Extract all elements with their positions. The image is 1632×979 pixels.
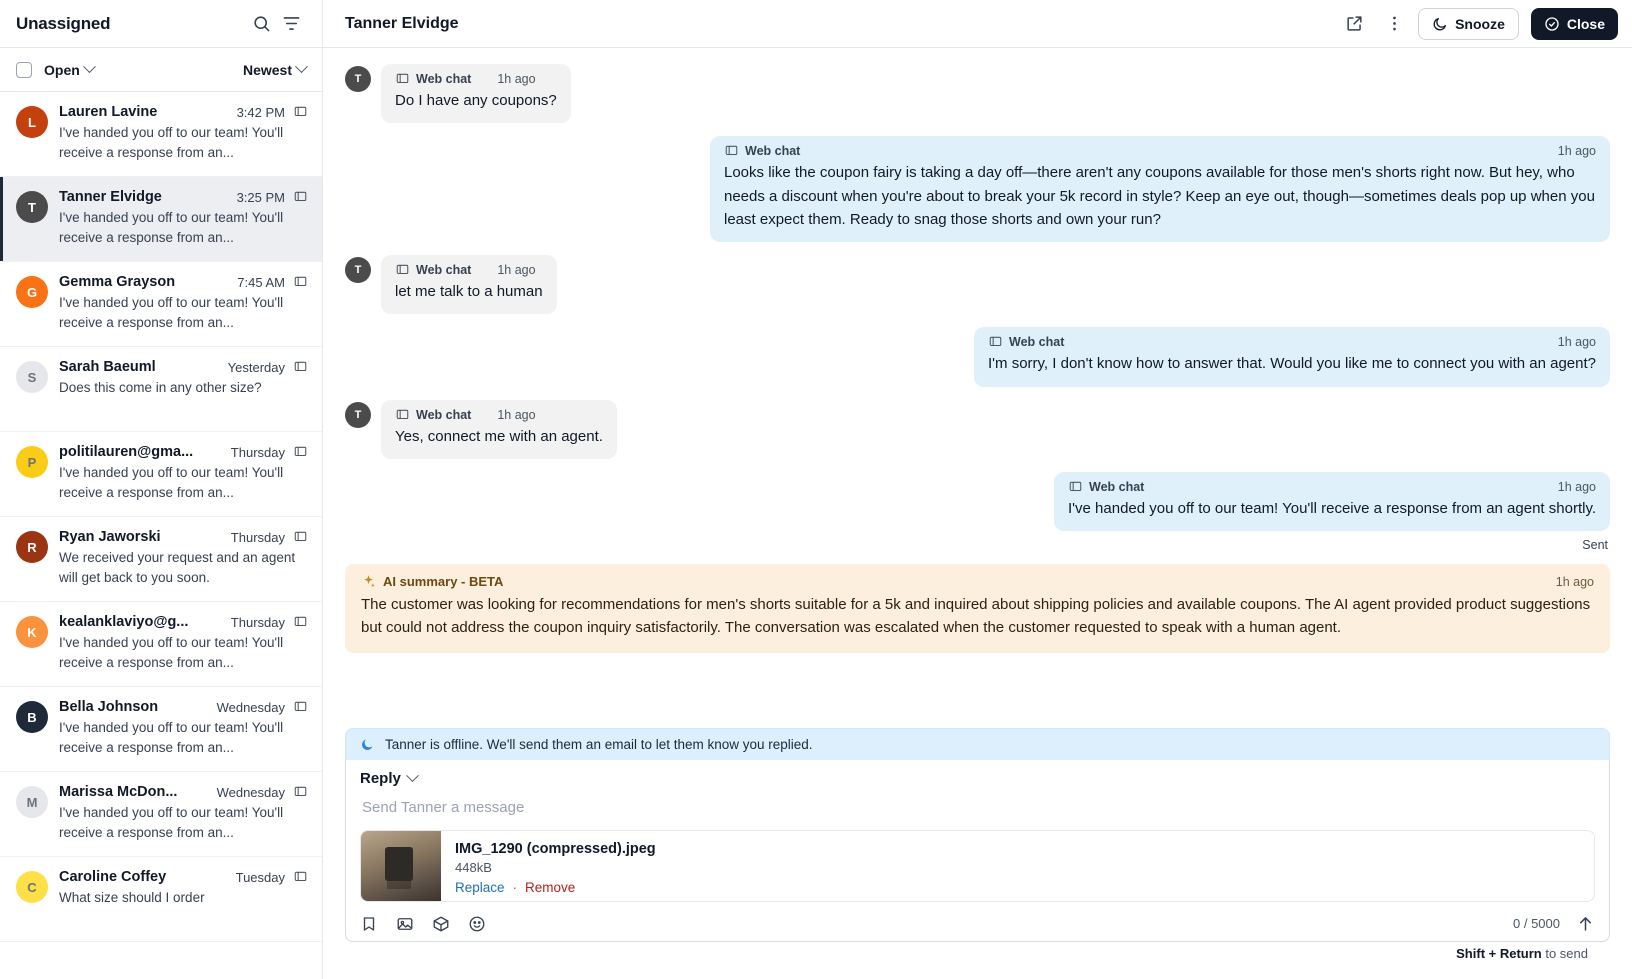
close-button[interactable] [1531,8,1618,40]
character-count: 0 / 5000 [1513,916,1560,931]
message-channel-label: Web chat [416,407,472,422]
conversation-list[interactable] [0,92,322,979]
message-row [345,136,1610,242]
message-text: I'm sorry, I don't know how to answer that. Would you like me to connect you with an agent? [988,355,1596,373]
message-channel [395,408,471,422]
conversation-name: Lauren Lavine [59,104,158,120]
conversation-list-item[interactable] [0,347,322,432]
ai-summary-header [361,574,1594,589]
avatar: T [16,191,48,223]
conversation-list-item[interactable] [0,857,322,942]
conversation-time: Thursday [230,614,285,630]
web-chat-icon [293,785,308,799]
conversation-body [59,869,308,929]
message-bubble [710,136,1610,242]
message-channel-label: Web chat [745,144,801,159]
web-chat-icon [293,360,308,374]
message-channel [395,263,471,277]
message-row [345,327,1610,386]
conversation-top [59,869,308,885]
status-filter-label: Open [44,61,80,78]
message-channel [1068,480,1144,494]
conversation-body [59,189,308,249]
conversation-name: Sarah Baeuml [59,359,156,375]
snooze-label: Snooze [1455,15,1505,32]
message-row [345,400,1610,459]
message-time: 1h ago [1557,144,1596,159]
sparkle-icon [361,574,376,589]
conversation-header [323,0,1632,48]
message-text: Looks like the coupon fairy is taking a day off—there aren't any coupons available for those men's shorts right now. But hey, who needs a discount when you're about to break your 5k record in style? Keep an eye out, though—sometimes deals pop up when you least expect them. Ready to snag those shorts and own your run? [724,164,1595,228]
conversation-preview: I've handed you off to our team! You'll receive a response from an... [59,210,284,245]
web-chat-icon [293,870,308,884]
composer-toolbar-right [1513,914,1595,933]
conversation-body [59,104,308,164]
attachment-filename: IMG_1290 (compressed).jpeg [455,841,656,857]
conversation-preview: I've handed you off to our team! You'll receive a response from an... [59,295,284,330]
conversation-name: Gemma Grayson [59,274,176,290]
open-external-icon[interactable] [1338,8,1370,40]
conversation-time: Thursday [230,444,285,460]
conversation-time: Wednesday [216,784,285,800]
conversation-body [59,444,308,504]
send-hint [345,942,1610,973]
check-circle-icon [1544,16,1560,32]
conversation-preview: I've handed you off to our team! You'll receive a response from an... [59,720,284,755]
composer-area [323,728,1632,979]
conversation-list-item[interactable] [0,687,322,772]
conversation-list-item[interactable] [0,772,322,857]
bookmark-icon[interactable] [360,915,378,933]
message-channel-label: Web chat [1009,335,1065,350]
conversation-body [59,784,308,844]
message-composer [345,760,1610,942]
conversation-time: Tuesday [235,869,285,885]
avatar: T [345,257,371,283]
conversation-name: Tanner Elvidge [59,189,162,205]
web-chat-icon [988,335,1003,349]
message-thread [323,48,1632,728]
remove-attachment-link[interactable]: Remove [525,880,576,895]
conversation-name: kealanklaviyo@g... [59,614,189,630]
conversation-top [59,784,308,800]
message-meta [395,408,603,422]
conversation-top [59,614,308,630]
conversation-body [59,274,308,334]
web-chat-icon [293,445,308,459]
replace-attachment-link[interactable]: Replace [455,880,505,895]
search-icon[interactable] [246,9,276,39]
message-meta [1068,480,1596,494]
sort-filter-label: Newest [242,61,292,78]
message-meta [395,263,543,277]
message-time: 1h ago [497,72,536,86]
conversation-preview: I've handed you off to our team! You'll receive a response from an... [59,125,284,160]
message-bubble [974,327,1610,386]
message-text: let me talk to a human [395,283,543,300]
web-chat-icon [293,105,308,119]
avatar: P [16,446,48,478]
conversation-list-item[interactable] [0,92,322,177]
reply-type-label: Reply [360,770,401,787]
sidebar-header [0,0,322,48]
conversation-time: 7:45 AM [237,274,285,290]
message-time: 1h ago [497,263,536,277]
sort-filter-dropdown[interactable] [243,62,306,78]
page-title: Tanner Elvidge [345,14,459,32]
conversation-list-item[interactable] [0,517,322,602]
emoji-icon[interactable] [468,915,486,933]
message-channel [724,144,800,158]
conversation-body [59,614,308,674]
web-chat-icon [293,190,308,204]
web-chat-icon [293,700,308,714]
conversation-list-item[interactable] [0,602,322,687]
chevron-down-icon [406,769,419,782]
avatar: K [16,616,48,648]
message-meta [988,335,1596,349]
conversation-name: Caroline Coffey [59,869,167,885]
conversation-top [59,444,308,460]
web-chat-icon [395,263,410,277]
attachment-actions [455,880,656,895]
message-bubble [381,64,571,123]
conversation-top [59,699,308,715]
message-text: I've handed you off to our team! You'll receive a response from an agent shortly. [1068,499,1596,517]
message-row [345,472,1610,531]
ai-summary-label: AI summary - BETA [383,574,504,589]
conversation-top [59,104,308,120]
message-text: Yes, connect me with an agent. [395,427,603,445]
conversation-time: Thursday [230,529,285,545]
avatar: L [16,106,48,138]
message-text: Do I have any coupons? [395,92,557,109]
conversation-name: politilauren@gma... [59,444,194,460]
avatar: C [16,871,48,903]
web-chat-icon [293,530,308,544]
attachment-thumbnail [361,831,441,901]
web-chat-icon [1068,480,1083,494]
offline-notice-text: Tanner is offline. We'll send them an email to let them know you replied. [385,737,813,752]
close-label: Close [1566,15,1605,32]
ai-summary-card [345,564,1610,653]
conversation-name: Ryan Jaworski [59,529,161,545]
avatar: T [345,66,371,92]
conversation-top [59,529,308,545]
web-chat-icon [293,275,308,289]
message-time: 1h ago [497,407,536,422]
ai-summary-time: 1h ago [1555,574,1594,589]
conversation-body [59,359,308,419]
conversation-time: Yesterday [227,359,285,375]
message-row [345,64,1610,123]
conversation-list-item[interactable] [0,432,322,517]
composer-toolbar [360,910,1595,933]
message-input[interactable]: Send Tanner a message [362,799,525,816]
web-chat-icon [293,615,308,629]
reply-type-dropdown[interactable] [360,770,1595,787]
avatar: T [345,402,371,428]
avatar: S [16,361,48,393]
send-arrow-icon[interactable] [1576,914,1595,933]
conversation-preview: I've handed you off to our team! You'll receive a response from an... [59,465,284,500]
message-channel-label: Web chat [416,72,472,86]
chevron-down-icon [295,60,308,73]
box-icon[interactable] [432,915,450,933]
web-chat-icon [395,72,410,86]
filter-icon[interactable] [276,9,306,39]
sidebar-filters [0,48,322,92]
conversation-panel [323,0,1632,979]
moon-icon [1432,16,1448,32]
conversation-preview: I've handed you off to our team! You'll receive a response from an... [59,635,284,670]
conversation-time: 3:42 PM [236,104,285,120]
conversation-preview: I've handed you off to our team! You'll receive a response from an... [59,805,284,840]
attachment-meta [455,831,656,901]
select-all-checkbox[interactable] [16,62,32,78]
web-chat-icon [724,144,739,158]
message-time: 1h ago [1557,479,1596,494]
conversation-preview: We received your request and an agent will get back to you soon. [59,550,296,585]
moon-icon [360,737,375,752]
attachment-size: 448kB [455,860,492,875]
conversation-sidebar [0,0,323,979]
conversation-top [59,274,308,290]
avatar: G [16,276,48,308]
conversation-body [59,529,308,589]
message-channel-label: Web chat [1089,479,1145,494]
action-separator: · [512,880,518,895]
avatar: M [16,786,48,818]
conversation-preview: Does this come in any other size? [59,380,262,395]
avatar: R [16,531,48,563]
send-hint-shortcut: Shift + Return [1456,946,1542,961]
message-channel-label: Web chat [416,263,472,277]
message-meta [395,72,557,86]
message-row [345,255,1610,314]
conversation-list-item[interactable] [0,262,322,347]
conversation-time: 3:25 PM [236,189,285,205]
send-hint-text: to send [1541,946,1588,961]
conversation-preview: What size should I order [59,890,205,905]
conversation-body [59,699,308,759]
message-bubble [381,255,557,314]
message-meta [724,144,1596,158]
conversation-name: Bella Johnson [59,699,159,715]
snooze-button[interactable] [1418,8,1519,40]
avatar: B [16,701,48,733]
chevron-down-icon [83,60,96,73]
status-filter-dropdown[interactable] [44,62,94,78]
offline-notice [345,728,1610,760]
conversation-top [59,359,308,375]
more-vertical-icon[interactable] [1378,8,1410,40]
message-channel [395,72,471,86]
conversation-time: Wednesday [216,699,285,715]
message-bubble [1054,472,1610,531]
sent-status: Sent [1582,538,1608,552]
message-bubble [381,400,617,459]
conversation-top [59,189,308,205]
web-chat-icon [395,408,410,422]
conversation-list-item[interactable] [0,177,322,262]
image-icon[interactable] [396,915,414,933]
ai-summary-text: The customer was looking for recommendations for men's shorts suitable for a 5k and inquired about shipping policies and available coupons. The AI agent provided product suggestions but could not address the coupon inquiry satisfactorily. The conversation was escalated when the customer requested to speak with a human agent. [361,596,1591,636]
sidebar-title: Unassigned [16,13,111,33]
message-time: 1h ago [1557,335,1596,350]
conversation-name: Marissa McDon... [59,784,178,800]
message-channel [988,335,1064,349]
attachment-item [360,830,1595,902]
